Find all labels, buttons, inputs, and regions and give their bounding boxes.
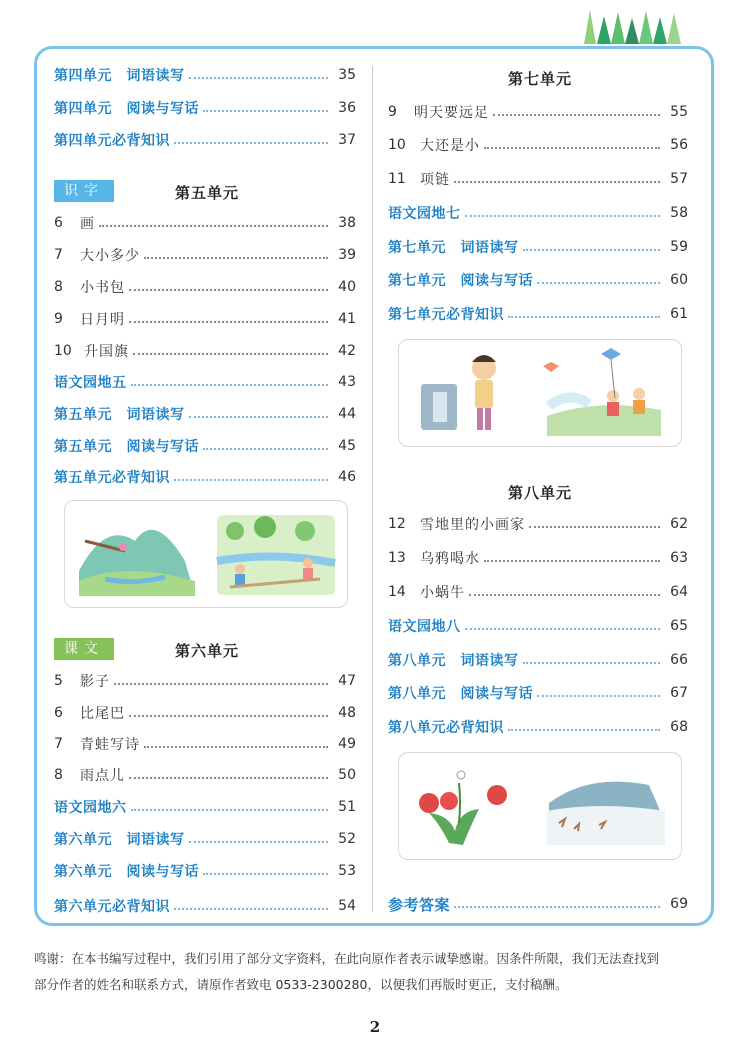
section-tag: 课文 [54, 638, 114, 660]
acknowledgement-note: 鸣谢：在本书编写过程中，我们引用了部分文字资料，在此向原作者表示诚挚感谢。因条件所限，我们无法查找到 部分作者的姓名和联系方式，请原作者致电 0533-2300280，以便我们再版时更正，支付稿酬。 [34, 951, 660, 992]
toc-entry[interactable]: 第八单元 阅读与写话 67 [388, 685, 688, 702]
toc-entry[interactable]: 第六单元必背知识 54 [54, 898, 356, 915]
column-divider [372, 66, 373, 912]
illustration-unit7 [398, 339, 682, 447]
toc-entry[interactable]: 12 雪地里的小画家 62 [388, 516, 688, 533]
toc-entry[interactable]: 语文园地六 51 [54, 799, 356, 816]
unit-heading: 第五单元 [175, 184, 240, 202]
toc-entry[interactable]: 第五单元 阅读与写话 45 [54, 438, 356, 455]
toc-entry[interactable]: 语文园地八 65 [388, 618, 688, 635]
toc-entry[interactable]: 14 小蜗牛 64 [388, 584, 688, 601]
toc-entry[interactable]: 第八单元必背知识 68 [388, 719, 688, 736]
toc-entry[interactable]: 第七单元 词语读写 59 [388, 239, 688, 256]
toc-entry[interactable]: 第六单元 阅读与写话 53 [54, 863, 356, 880]
toc-entry[interactable]: 9 日月明 41 [54, 311, 356, 328]
toc-entry[interactable]: 第六单元 词语读写 52 [54, 831, 356, 848]
toc-entry[interactable]: 第七单元 阅读与写话 60 [388, 272, 688, 289]
toc-entry[interactable]: 第八单元 词语读写 66 [388, 652, 688, 669]
page-number: 2 [369, 1018, 381, 1036]
tree-decoration-icon [584, 8, 684, 46]
toc-entry[interactable]: 7 青蛙写诗 49 [54, 736, 356, 753]
illustration-unit8 [398, 752, 682, 860]
toc-entry[interactable]: 7 大小多少 39 [54, 247, 356, 264]
toc-entry[interactable]: 6 画 38 [54, 215, 356, 232]
toc-entry[interactable]: 第四单元 词语读写 35 [54, 67, 356, 84]
toc-entry[interactable]: 10 大还是小 56 [388, 137, 688, 154]
answers-entry[interactable]: 参考答案 69 [388, 895, 688, 914]
toc-entry[interactable]: 13 乌鸦喝水 63 [388, 550, 688, 567]
toc-entry[interactable]: 6 比尾巴 48 [54, 705, 356, 722]
toc-entry[interactable]: 第五单元必背知识 46 [54, 469, 356, 486]
toc-entry[interactable]: 语文园地五 43 [54, 374, 356, 391]
landscape-illustration-icon [65, 501, 347, 607]
toc-entry[interactable]: 语文园地七 58 [388, 205, 688, 222]
toc-entry[interactable]: 第四单元 阅读与写话 36 [54, 100, 356, 117]
toc-entry[interactable]: 9 明天要远足 55 [388, 104, 688, 121]
toc-entry[interactable]: 第四单元必背知识 37 [54, 132, 356, 149]
strawberry-snow-illustration-icon [399, 753, 681, 859]
toc-entry[interactable]: 8 雨点儿 50 [54, 767, 356, 784]
unit-heading: 第六单元 [175, 642, 240, 660]
toc-entry[interactable]: 第五单元 词语读写 44 [54, 406, 356, 423]
illustration-unit5 [64, 500, 348, 608]
children-kite-illustration-icon [399, 340, 681, 446]
toc-entry[interactable]: 第七单元必背知识 61 [388, 306, 688, 323]
unit-heading: 第七单元 [508, 70, 573, 88]
toc-entry[interactable]: 5 影子 47 [54, 673, 356, 690]
toc-entry[interactable]: 11 项链 57 [388, 171, 688, 188]
section-tag: 识字 [54, 180, 114, 202]
unit-heading: 第八单元 [508, 484, 573, 502]
toc-entry[interactable]: 8 小书包 40 [54, 279, 356, 296]
toc-entry[interactable]: 10 升国旗 42 [54, 343, 356, 360]
